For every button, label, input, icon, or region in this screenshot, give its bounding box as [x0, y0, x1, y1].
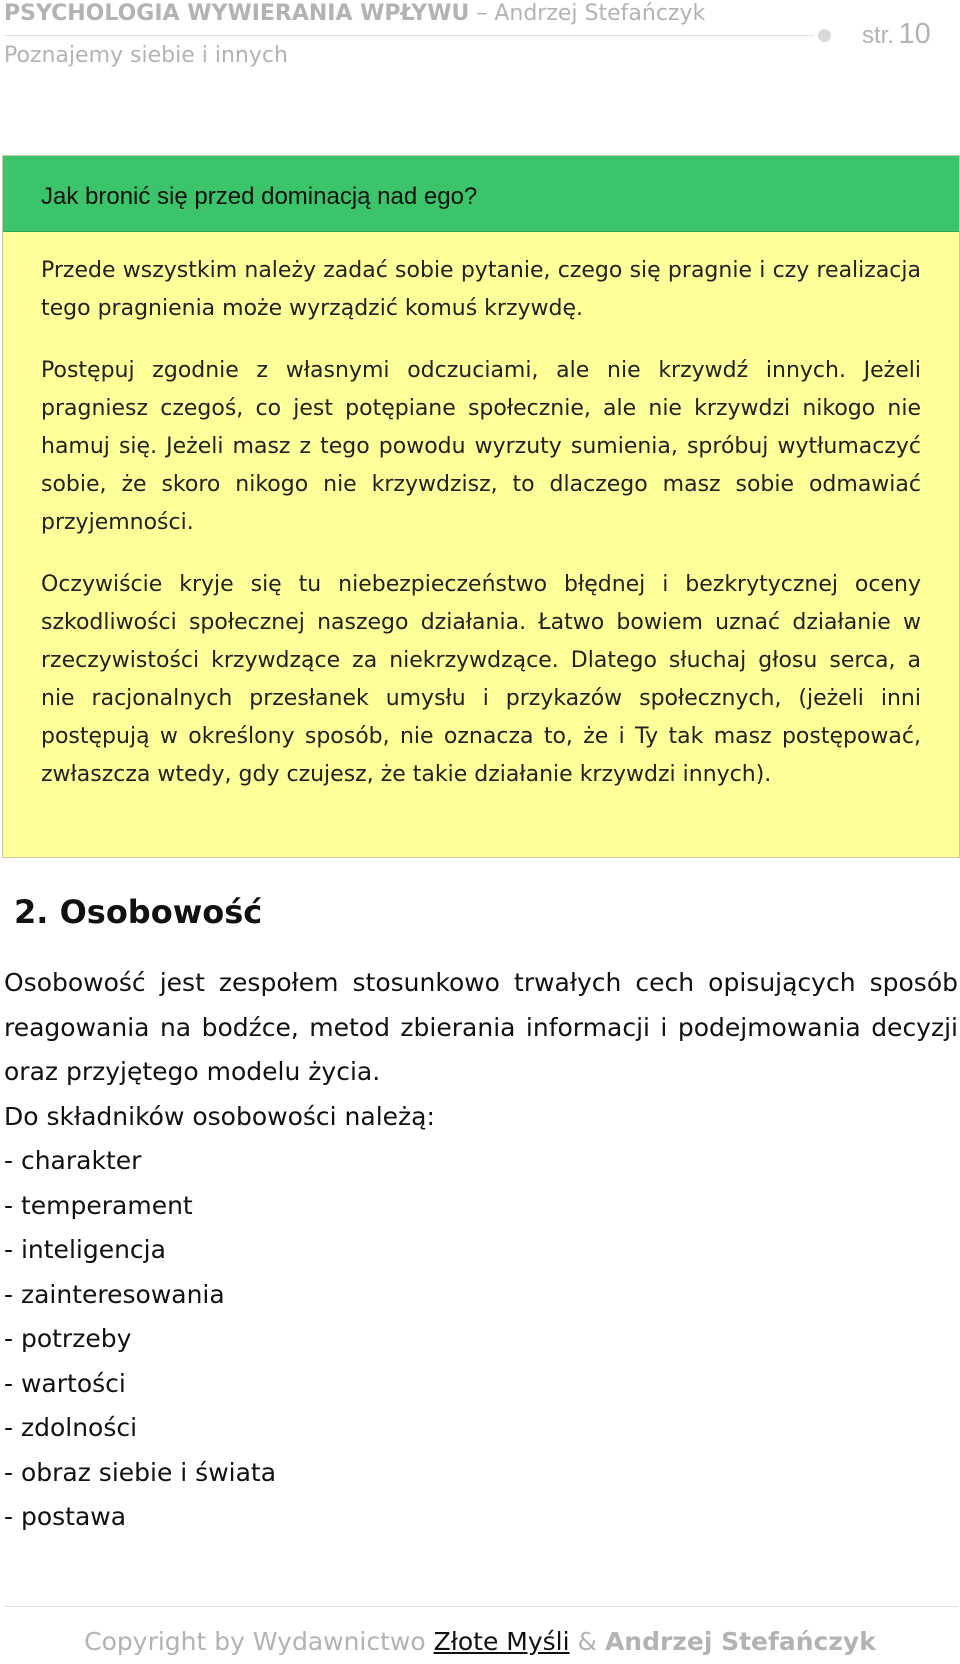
list-item: - charakter [4, 1146, 142, 1175]
box-paragraph-2: Postępuj zgodnie z własnymi odczuciami, ale nie krzywdź innych. Jeżeli pragniesz czegoś, co jest potępiane społecznie, ale nie krzywdzi nikogo nie hamuj się. Jeżeli masz z tego powodu wyrzuty sumienia, spróbuj wytłumaczyć sobie, że skoro nikogo nie krzywdzisz, to dlaczego masz sobie odmawiać przyjemności. [41, 358, 921, 535]
highlight-box [2, 155, 960, 858]
highlight-box-title: Jak bronić się przed dominacją nad ego? [41, 183, 478, 210]
highlight-box-header [3, 156, 959, 232]
header-separator: – [469, 1, 495, 26]
list-item: - inteligencja [4, 1235, 166, 1264]
page-number [862, 18, 931, 55]
footer-rule [4, 1606, 958, 1607]
list-item: - temperament [4, 1190, 193, 1220]
box-paragraph-1: Przede wszystkim należy zadać sobie pytanie, czego się pragnie i czy realizacja tego pragnienia może wyrządzić komuś krzywdę. [41, 258, 921, 321]
book-title: PSYCHOLOGIA WYWIERANIA WPŁYWU [4, 1, 470, 26]
footer-connector: & [569, 1627, 605, 1656]
list-item: - wartości [4, 1368, 126, 1398]
section-body [4, 961, 958, 1540]
section-heading: 2. Osobowość [14, 893, 263, 931]
chapter-subtitle: Poznajemy siebie i innych [4, 43, 288, 68]
list-intro: Do składników osobowości należą: [4, 1101, 435, 1131]
copyright-footer [0, 1626, 960, 1658]
header-rule [4, 35, 814, 36]
footer-prefix: Copyright by Wydawnictwo [84, 1627, 434, 1656]
page-number-value: 10 [898, 18, 931, 50]
section-intro: Osobowość jest zespołem stosunkowo trwałych cech opisujących sposób reagowania na bodźce, metod zbierania informacji i podejmowania decyzji oraz przyjętego modelu życia. [4, 968, 958, 1086]
personality-components-list [4, 1139, 958, 1540]
box-paragraph-3: Oczywiście kryje się tu niebezpieczeństwo błędnej i bezkrytycznej oceny szkodliwości społecznej naszego działania. Łatwo bowiem uznać działanie w rzeczywistości krzywdzące za niekrzywdzące. Dlatego słuchaj głosu serca, a nie racjonalnych przesłanek umysłu i przykazów społecznych, (jeżeli inni postępują w określony sposób, nie oznacza to, że i Ty tak masz postępować, zwłaszcza wtedy, gdy czujesz, że takie działanie krzywdzi innych). [41, 572, 921, 787]
header-bullet-icon [818, 29, 831, 42]
list-item: - postawa [4, 1502, 127, 1531]
header-author: Andrzej Stefańczyk [494, 1, 706, 26]
page-label: str. [862, 22, 895, 49]
list-item: - obraz siebie i świata [4, 1457, 277, 1487]
footer-author: Andrzej Stefańczyk [604, 1627, 876, 1656]
highlight-box-body [41, 252, 921, 818]
list-item: - potrzeby [4, 1324, 132, 1353]
list-item: - zdolności [4, 1413, 138, 1442]
publisher-link[interactable]: Złote Myśli [433, 1627, 570, 1656]
list-item: - zainteresowania [4, 1279, 225, 1309]
running-header-title [4, 0, 705, 28]
